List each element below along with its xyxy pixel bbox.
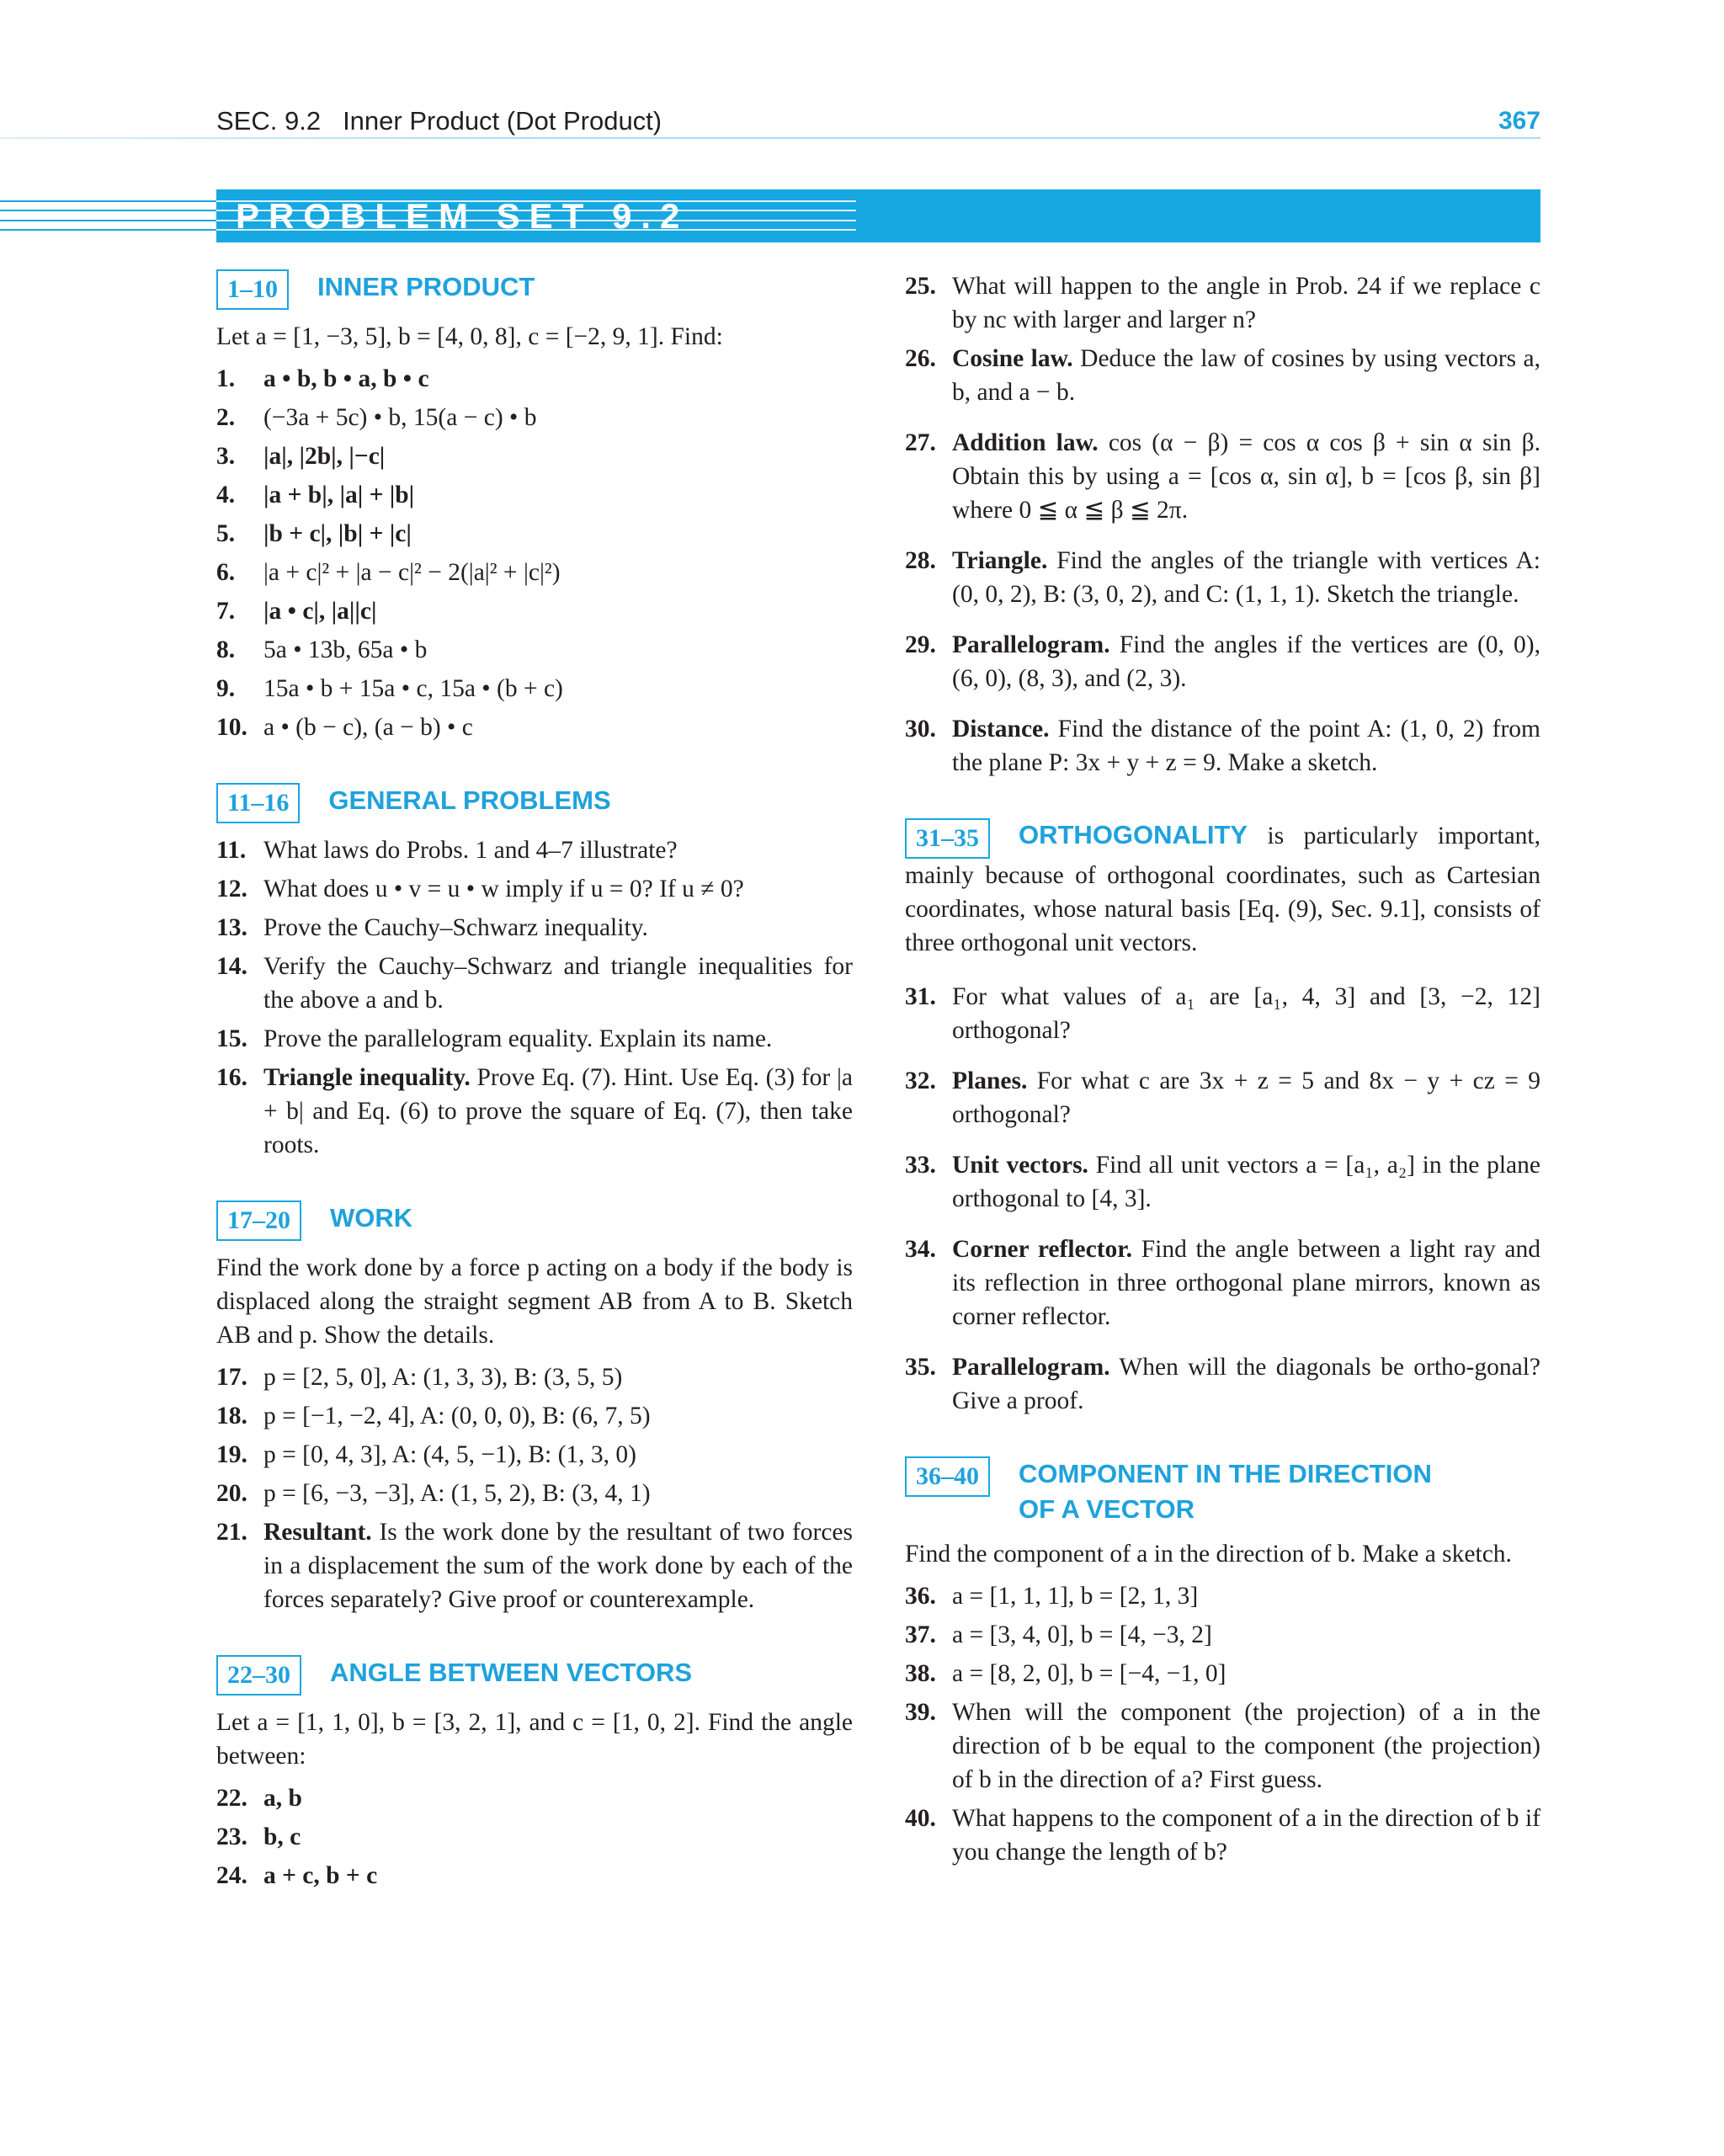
problem: 7. |a • c|, |a||c|	[216, 598, 377, 625]
problem: 4. |a + b|, |a| + |b|	[216, 482, 415, 508]
section-heading-title: COMPONENT IN THE DIRECTION OF A VECTOR	[1019, 1459, 1432, 1524]
problem: 8. 5a • 13b, 65a • b	[216, 636, 428, 663]
header-rule	[0, 137, 1540, 139]
section-range: 36–40	[905, 1456, 990, 1497]
problem: 14. Verify the Cauchy–Schwarz and triangle inequalities for the above a and b.	[216, 953, 853, 1014]
problem: 35. Parallelogram. When will the diagonals be ortho-gonal? Give a proof.	[905, 1354, 1541, 1414]
problem: 20. p = [6, −3, −3], A: (1, 5, 2), B: (3, 4, 1)	[216, 1480, 651, 1507]
problem: 15. Prove the parallelogram equality. Explain its name.	[216, 1025, 773, 1052]
problem: 24. a + c, b + c	[216, 1862, 378, 1889]
problem: 17. p = [2, 5, 0], A: (1, 3, 3), B: (3, 5, 5)	[216, 1364, 623, 1391]
problem: 36. a = [1, 1, 1], b = [2, 1, 3]	[905, 1583, 1199, 1610]
problem: 3. |a|, |2b|, |−c|	[216, 443, 386, 470]
left-column	[216, 269, 853, 1898]
problem: 30. Distance. Find the distance of the point A: (1, 0, 2) from the plane P: 3x + y + z = 9. Make a sketch.	[905, 716, 1540, 776]
problem: 27. Addition law. cos (α − β) = cos α cos β + sin α sin β. Obtain this by using a = [cos α, sin α], b = [cos β, sin β] where 0 ≦ α ≦ β ≦ 2π.	[905, 429, 1540, 524]
problem: 11. What laws do Probs. 1 and 4–7 illustrate?	[216, 837, 678, 864]
section-heading	[216, 269, 853, 310]
problem: 19. p = [0, 4, 3], A: (4, 5, −1), B: (1, 3, 0)	[216, 1441, 636, 1468]
problem: 10. a • (b − c), (a − b) • c	[216, 714, 473, 741]
section-heading-title: WORK	[330, 1203, 413, 1232]
problem: 13. Prove the Cauchy–Schwarz inequality.	[216, 914, 648, 941]
problem: 5. |b + c|, |b| + |c|	[216, 520, 412, 547]
section-heading-title: ANGLE BETWEEN VECTORS	[330, 1658, 693, 1687]
problem: 26. Cosine law. Deduce the law of cosines by using vectors a, b, and a − b.	[905, 345, 1541, 406]
problem: 37. a = [3, 4, 0], b = [4, −3, 2]	[905, 1621, 1212, 1648]
problem: 23. b, c	[216, 1823, 301, 1850]
right-column	[905, 269, 1540, 1874]
problem: 39. When will the component (the projection) of a in the direction of b be equal to the component (the projection) of b in the direction of a? First guess.	[905, 1699, 1540, 1793]
problem: 16. Triangle inequality. Prove Eq. (7). Hint. Use Eq. (3) for |a + b| and Eq. (6) to prove the square of Eq. (7), then take roots.	[216, 1064, 853, 1158]
section-label: SEC. 9.2	[216, 106, 322, 136]
banner-line	[0, 229, 216, 231]
section-intro: Let a = [1, −3, 5], b = [4, 0, 8], c = [−2, 9, 1]. Find:	[216, 323, 723, 350]
problem: 38. a = [8, 2, 0], b = [−4, −1, 0]	[905, 1660, 1226, 1687]
problem: 33. Unit vectors. Find all unit vectors a = [a₁, a₂] in the plane orthogonal to [4, 3].	[905, 1152, 1540, 1212]
problem: 25. What will happen to the angle in Prob. 24 if we replace c by nc with larger and larger n?	[905, 273, 1540, 333]
section-heading	[216, 783, 853, 823]
section-range: 17–20	[216, 1200, 301, 1241]
problem: 6. |a + c|² + |a − c|² − 2(|a|² + |c|²)	[216, 559, 561, 586]
section-intro: Let a = [1, 1, 0], b = [3, 2, 1], and c = [1, 0, 2]. Find the angle between:	[216, 1709, 853, 1770]
problem-set-title: PROBLEM SET 9.2	[236, 196, 689, 236]
running-header	[216, 104, 662, 138]
section-range: 31–35	[905, 818, 990, 859]
banner-line	[0, 200, 216, 202]
problem: 21. Resultant. Is the work done by the resultant of two forces in a displacement the sum of the work done by each of the forces separately? Give proof or counterexample.	[216, 1519, 854, 1613]
problem: 40. What happens to the component of a in the direction of b if you change the length of b?	[905, 1805, 1540, 1866]
page-number: 367	[1498, 107, 1540, 135]
problem: 2. (−3a + 5c) • b, 15(a − c) • b	[216, 404, 537, 431]
problem: 18. p = [−1, −2, 4], A: (0, 0, 0), B: (6, 7, 5)	[216, 1403, 651, 1429]
section-heading	[905, 818, 1540, 960]
section-intro: Find the work done by a force p acting on a body if the body is displaced along the straight segment AB from A to B. Sketch AB and p. Show the details.	[216, 1254, 853, 1349]
problem: 29. Parallelogram. Find the angles if the vertices are (0, 0), (6, 0), (8, 3), and (2, 3).	[905, 631, 1541, 692]
problem: 12. What does u • v = u • w imply if u = 0? If u ≠ 0?	[216, 876, 744, 902]
section-intro: is particularly important, mainly because of orthogonal coordinates, such as Cartesian coordinates, whose natural basis [Eq. (9), Sec. 9.1], consists of three orthogonal unit vectors.	[905, 822, 1540, 956]
problem: 31. For what values of a₁ are [a₁, 4, 3] and [3, −2, 12] orthogonal?	[905, 983, 1540, 1044]
section-heading	[905, 1456, 1540, 1527]
section-heading	[216, 1655, 853, 1696]
section-heading	[216, 1200, 853, 1241]
banner-line	[0, 210, 216, 211]
problem: 9. 15a • b + 15a • c, 15a • (b + c)	[216, 675, 563, 702]
problem: 28. Triangle. Find the angles of the triangle with vertices A: (0, 0, 2), B: (3, 0, 2), and C: (1, 1, 1). Sketch the triangle.	[905, 547, 1541, 608]
section-title: Inner Product (Dot Product)	[343, 106, 662, 136]
problem: 1. a • b, b • a, b • c	[216, 365, 429, 392]
section-range: 11–16	[216, 783, 300, 823]
section-heading-title: GENERAL PROBLEMS	[328, 785, 611, 815]
section-range: 22–30	[216, 1655, 301, 1696]
section-heading-title: INNER PRODUCT	[317, 272, 535, 301]
problem: 22. a, b	[216, 1785, 302, 1812]
problem: 32. Planes. For what c are 3x + z = 5 and 8x − y + cz = 9 orthogonal?	[905, 1067, 1541, 1128]
banner-line	[0, 220, 216, 221]
section-intro: Find the component of a in the direction of b. Make a sketch.	[905, 1541, 1512, 1568]
section-range: 1–10	[216, 269, 289, 310]
problem: 34. Corner reflector. Find the angle between a light ray and its reflection in three orthogonal plane mirrors, known as corner reflector.	[905, 1236, 1541, 1330]
section-heading-title: ORTHOGONALITY	[1019, 820, 1248, 849]
